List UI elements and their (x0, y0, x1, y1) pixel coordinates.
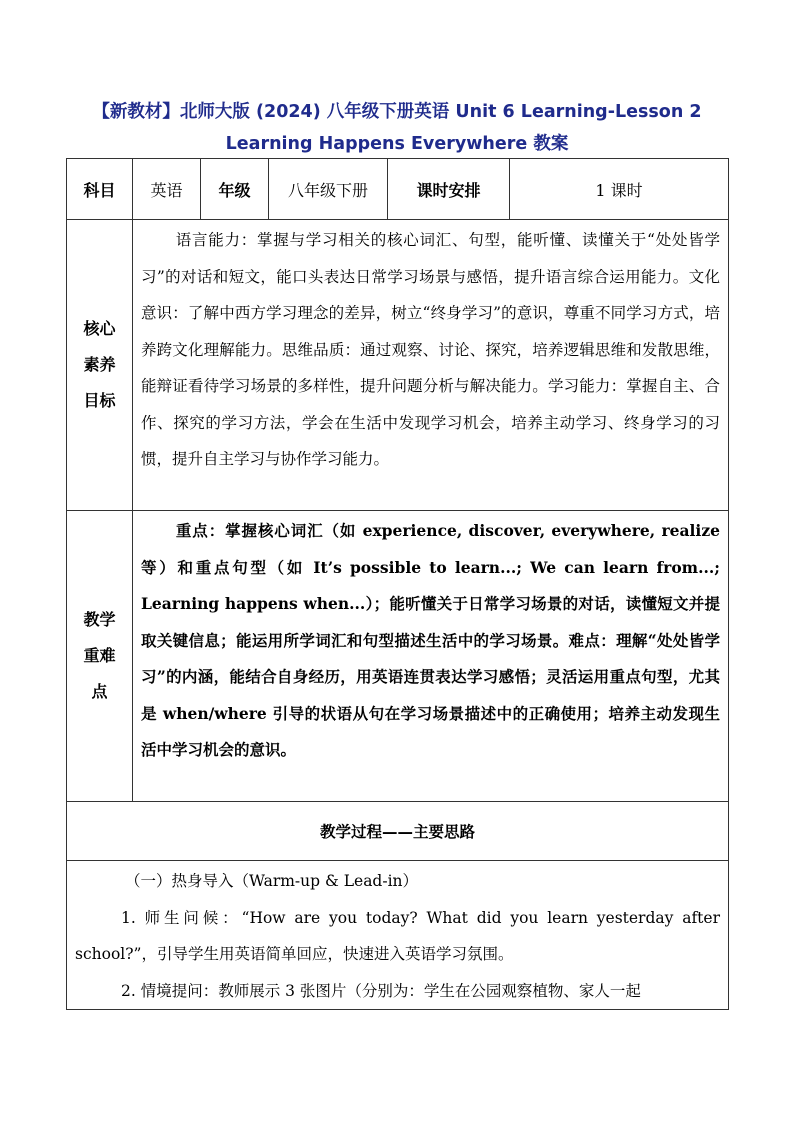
core-goals-label-line-2: 素养 (83, 355, 116, 374)
process-title-row (67, 802, 729, 861)
subject-label: 科目 (67, 159, 133, 220)
grade-value: 八年级下册 (269, 159, 388, 220)
key-points-label (67, 511, 133, 802)
key-points-row (67, 511, 729, 802)
core-goals-label (67, 220, 133, 511)
core-goals-content (133, 220, 729, 511)
hours-label: 课时安排 (388, 159, 510, 220)
process-body-row (67, 861, 729, 1010)
grade-label: 年级 (201, 159, 269, 220)
step-1-item-1: 1. 师生问候：“How are you today? What did you learn yesterday after school?”，引导学生用英语简单回应，快速进入英语学习氛围。 (75, 908, 720, 963)
process-body (67, 861, 729, 1010)
process-title: 教学过程——主要思路 (67, 802, 729, 861)
key-points-label-line-3: 点 (91, 682, 108, 701)
hours-value: 1 课时 (510, 159, 729, 220)
core-goals-label-line-3: 目标 (83, 391, 116, 410)
core-goals-label-line-1: 核心 (83, 319, 116, 338)
header-row (67, 159, 729, 220)
key-points-text: 重点：掌握核心词汇（如 experience, discover, everywhere, realize 等）和重点句型（如 It’s possible to learn...; We can learn from...; Learning happens when...）；能听懂关于日常学习场景的对话，读懂短文并提取关键信息；能运用所学词汇和句型描述生活中的学习场景。难点：理解“处处皆学习”的内涵，能结合自身经历，用英语连贯表达学习感悟；灵活运用重点句型，尤其是 when/where 引导的状语从句在学习场景描述中的正确使用；培养主动发现生活中学习机会的意识。 (141, 521, 720, 759)
key-points-label-line-2: 重难 (83, 646, 116, 665)
step-1-heading: （一）热身导入（Warm-up & Lead-in） (125, 872, 419, 890)
document-title (66, 96, 728, 160)
step-1-item-2: 2. 情境提问：教师展示 3 张图片（分别为：学生在公园观察植物、家人一起 (121, 981, 641, 1000)
core-goals-text: 语言能力：掌握与学习相关的核心词汇、句型，能听懂、读懂关于“处处皆学习”的对话和短文，能口头表达日常学习场景与感悟，提升语言综合运用能力。文化意识：了解中西方学习理念的差异，树立“终身学习”的意识，尊重不同学习方式，培养跨文化理解能力。思维品质：通过观察、讨论、探究，培养逻辑思维和发散思维，能辩证看待学习场景的多样性，提升问题分析与解决能力。学习能力：掌握自主、合作、探究的学习方法，学会在生活中发现学习机会，培养主动学习、终身学习的习惯，提升自主学习与协作学习能力。 (141, 231, 720, 468)
lesson-plan-table (66, 158, 729, 1010)
document-title-line-2: Learning Happens Everywhere 教案 (225, 134, 569, 154)
key-points-label-line-1: 教学 (83, 610, 116, 629)
subject-value: 英语 (133, 159, 201, 220)
key-points-content (133, 511, 729, 802)
document-title-line-1: 【新教材】北师大版 (2024) 八年级下册英语 Unit 6 Learning-Lesson 2 (92, 102, 702, 122)
core-goals-row (67, 220, 729, 511)
